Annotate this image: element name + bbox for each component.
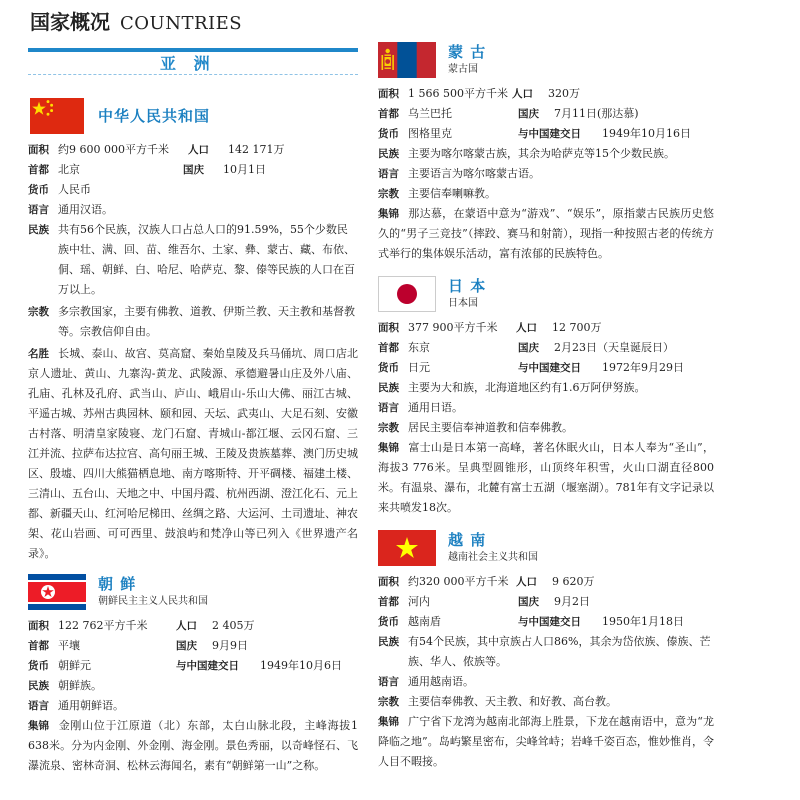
capital-row	[378, 338, 714, 358]
ethnic-row	[378, 632, 714, 672]
population-value: 142 171万	[228, 143, 285, 156]
country-name: 蒙 古	[448, 43, 487, 61]
religion-key: 宗教	[378, 188, 399, 200]
ethnic-value: 朝鲜族。	[58, 679, 102, 692]
religion-row	[378, 692, 714, 712]
relations-key: 与中国建交日	[518, 616, 581, 628]
area-key: 面积	[378, 576, 399, 588]
capital-row	[378, 592, 714, 612]
ethnic-value: 主要为大和族，北海道地区约有1.6万阿伊努族。	[408, 381, 646, 394]
country-full-name: 越南社会主义共和国	[448, 552, 538, 563]
language-row	[378, 164, 714, 184]
ethnic-value: 有54个民族，其中京族占人口86%，其余为岱依族、傣族、芒族、华人、侬族等。	[408, 635, 711, 668]
relations-value: 1972年9月29日	[602, 361, 684, 374]
highlights-key: 集锦	[378, 208, 399, 220]
vietnam-flag-icon	[378, 530, 436, 566]
highlights-row	[378, 712, 714, 772]
north-korea-flag-icon	[28, 574, 86, 610]
religion-key: 宗教	[378, 422, 399, 434]
relations-value: 1949年10月6日	[260, 659, 342, 672]
highlights-value: 富士山是日本第一高峰，著名休眠火山，日本人奉为“圣山”，海拔3 776米。呈典型圆锥形，山顶终年积雪，火山口湖直径8​00米。有温泉、瀑布，北麓有富士五湖（堰塞湖）。781年有文字记录以来共喷发18次。	[378, 441, 714, 514]
capital-value: 乌兰巴托	[408, 107, 452, 120]
area-row	[28, 140, 358, 160]
language-key: 语言	[378, 168, 399, 180]
religion-value: 主要信奉佛教、天主教、和好教、高台教。	[408, 695, 617, 708]
capital-value: 东京	[408, 341, 430, 354]
country-name: 中华人民共和国	[98, 107, 211, 125]
relations-key: 与中国建交日	[518, 128, 581, 140]
area-key: 面积	[28, 144, 49, 156]
population-key: 人口	[512, 88, 533, 100]
area-key: 面积	[378, 322, 399, 334]
country-header	[28, 572, 358, 612]
area-value: 约9 600 000平方千米	[58, 143, 169, 156]
currency-value: 越南盾	[408, 615, 441, 628]
language-row	[28, 696, 358, 716]
currency-row	[378, 358, 714, 378]
population-key: 人口	[516, 322, 537, 334]
currency-key: 货币	[28, 184, 49, 196]
area-key: 面积	[378, 88, 399, 100]
currency-row	[28, 656, 358, 676]
ethnic-row	[28, 676, 358, 696]
country-header	[28, 96, 358, 136]
language-key: 语言	[28, 700, 49, 712]
capital-row	[378, 104, 714, 124]
relations-value: 1949年10月16日	[602, 127, 691, 140]
ethnic-key: 民族	[28, 680, 49, 692]
capital-key: 首都	[378, 108, 399, 120]
capital-row	[28, 160, 358, 180]
language-value: 通用日语。	[408, 401, 463, 414]
language-key: 语言	[28, 204, 49, 216]
population-value: 320万	[548, 87, 580, 100]
right-column	[378, 40, 714, 778]
language-row	[28, 200, 358, 220]
highlights-row	[378, 204, 714, 264]
area-value: 约320 000平方千米	[408, 575, 509, 588]
country-header	[378, 274, 714, 314]
currency-value: 人民币	[58, 183, 91, 196]
religion-value: 居民主要信奉神道教和信奉佛教。	[408, 421, 573, 434]
currency-row	[28, 180, 358, 200]
area-value: 122 762平方千米	[58, 619, 148, 632]
area-value: 377 900平方千米	[408, 321, 498, 334]
capital-key: 首都	[378, 342, 399, 354]
sites-value: 长城、泰山、故宫、莫高窟、秦始皇陵及兵马俑坑、周口店北京人遗址、黄山、九寨沟-黄龙、武陵源、承德避暑山庄及外八庙、孔庙、孔林及孔府、武当山、庐山、峨眉山-乐山大佛、丽江古城、平遥古城、苏州古典园林、颐和园、天坛、武夷山、大足石刻、安徽古村落、明清皇家陵寝、龙门石窟、青城山-都江堰、云冈石窟、三江并流、拉萨布达拉宫、高句丽王城、王陵及贵族墓葬、澳门历史城区、殷墟、四川大熊猫栖息地、南方喀斯特、开平碉楼、福建土楼、三清山、五台山、天地之中、中国丹霞、杭州西湖、澄江化石、元上都、新疆天山、红河哈尼梯田、丝绸之路、大运河、土司遗址、神农架、花山岩画、可可西里、鼓浪屿和梵净山等已列入《世界遗产名录》。	[28, 347, 358, 560]
area-row	[378, 84, 714, 104]
relations-value: 1950年1月18日	[602, 615, 684, 628]
ethnic-value: 主要为喀尔喀蒙古族，其余为哈萨克等15个少数民族。	[408, 147, 675, 160]
currency-key: 货币	[378, 616, 399, 628]
region-label: 亚 洲	[160, 54, 216, 73]
population-value: 2 405万	[212, 619, 255, 632]
language-row	[378, 398, 714, 418]
area-row	[378, 318, 714, 338]
currency-value: 日元	[408, 361, 430, 374]
population-value: 12 700万	[552, 321, 602, 334]
currency-key: 货币	[378, 128, 399, 140]
religion-row	[378, 184, 714, 204]
page-title-en: COUNTRIES	[120, 13, 243, 34]
population-key: 人口	[188, 144, 209, 156]
language-value: 通用越南语。	[408, 675, 474, 688]
capital-value: 河内	[408, 595, 430, 608]
language-row	[378, 672, 714, 692]
capital-key: 首都	[28, 164, 49, 176]
country-name: 越 南	[448, 531, 487, 549]
highlights-value: 那达慕，在蒙语中意为“游戏”、“娱乐”，原指蒙古民族历史悠久的“男子三竞技”（摔跤、赛马和射箭），现指一种按照古老的传统方式举行的集体娱乐活动，富有浓郁的民族特色。	[378, 207, 714, 260]
left-column	[28, 44, 358, 782]
area-key: 面积	[28, 620, 49, 632]
area-row	[28, 616, 358, 636]
highlights-value: 金刚山位于江原道（北）东部，太白山脉北段，主峰海拔1 638米。分为内金刚、外金刚、海金刚。景色秀丽，以奇峰怪石、飞瀑流泉、密林奇洞、松林云海闻名，素有“朝鲜第一山”之称。	[28, 719, 358, 772]
sites-row	[28, 344, 358, 564]
country-name: 朝 鲜	[98, 575, 137, 593]
country-name: 日 本	[448, 277, 487, 295]
region-header	[28, 44, 358, 74]
highlights-key: 集锦	[28, 720, 49, 732]
currency-row	[378, 124, 714, 144]
japan-flag-icon	[378, 276, 436, 312]
ethnic-row	[378, 378, 714, 398]
country-japan	[378, 274, 714, 518]
capital-row	[28, 636, 358, 656]
relations-key: 与中国建交日	[518, 362, 581, 374]
national-day-key: 国庆	[518, 596, 539, 608]
country-vietnam	[378, 528, 714, 772]
religion-value: 多宗教国家，主要有佛教、道教、伊斯兰教、天主教和基督教等。宗教信仰自由。	[58, 305, 355, 338]
national-day-value: 9月9日	[212, 639, 248, 652]
relations-key: 与中国建交日	[176, 660, 239, 672]
national-day-value: 2月23日（天皇诞辰日）	[554, 341, 674, 354]
country-header	[378, 528, 714, 568]
ethnic-key: 民族	[378, 382, 399, 394]
area-value: 1 566 500平方千米	[408, 87, 508, 100]
country-china	[28, 96, 358, 564]
population-key: 人口	[516, 576, 537, 588]
language-value: 主要语言为喀尔喀蒙古语。	[408, 167, 540, 180]
region-bar	[28, 48, 358, 52]
religion-key: 宗教	[28, 306, 49, 318]
highlights-row	[28, 716, 358, 776]
area-row	[378, 572, 714, 592]
country-full-name: 日本国	[448, 298, 478, 309]
country-full-name: 朝鲜民主主义人民共和国	[98, 596, 208, 607]
currency-key: 货币	[28, 660, 49, 672]
highlights-key: 集锦	[378, 716, 399, 728]
national-day-key: 国庆	[518, 108, 539, 120]
page-title	[30, 8, 242, 38]
country-mongolia	[378, 40, 714, 264]
national-day-key: 国庆	[183, 164, 204, 176]
religion-key: 宗教	[378, 696, 399, 708]
currency-row	[378, 612, 714, 632]
national-day-key: 国庆	[518, 342, 539, 354]
language-value: 通用朝鲜语。	[58, 699, 124, 712]
population-key: 人口	[176, 620, 197, 632]
currency-value: 图格里克	[408, 127, 452, 140]
language-key: 语言	[378, 402, 399, 414]
religion-value: 主要信奉喇嘛教。	[408, 187, 496, 200]
capital-key: 首都	[378, 596, 399, 608]
currency-value: 朝鲜元	[58, 659, 91, 672]
religion-row	[378, 418, 714, 438]
mongolia-flag-icon	[378, 42, 436, 78]
country-full-name: 蒙古国	[448, 64, 478, 75]
ethnic-value: 共有56个民族，汉族人口占总人口的91.59%，55个少数民族中壮、满、回、苗、维吾尔、土家、彝、蒙古、藏、布依、侗、瑶、朝鲜、白、哈尼、哈萨克、黎、傣等民族的人口在百万以上。	[58, 223, 355, 296]
highlights-value: 广宁省下龙湾为越南北部海上胜景，下龙在越南语中，意为“龙降临之地”。岛屿繁星密布，尖峰耸峙；岩峰千姿百态，惟妙惟肖，令人目不暇接。	[378, 715, 714, 768]
capital-value: 平壤	[58, 639, 80, 652]
currency-key: 货币	[378, 362, 399, 374]
capital-value: 北京	[58, 163, 80, 176]
ethnic-row	[378, 144, 714, 164]
national-day-value: 10月1日	[223, 163, 266, 176]
population-value: 9 620万	[552, 575, 595, 588]
national-day-key: 国庆	[176, 640, 197, 652]
language-key: 语言	[378, 676, 399, 688]
country-header	[378, 40, 714, 80]
page-title-cn: 国家概况	[30, 10, 110, 34]
ethnic-key: 民族	[378, 148, 399, 160]
ethnic-row	[28, 220, 358, 300]
language-value: 通用汉语。	[58, 203, 113, 216]
capital-key: 首都	[28, 640, 49, 652]
china-flag-icon	[28, 98, 86, 134]
country-korea	[28, 572, 358, 776]
highlights-key: 集锦	[378, 442, 399, 454]
ethnic-key: 民族	[28, 224, 49, 236]
national-day-value: 9月2日	[554, 595, 590, 608]
ethnic-key: 民族	[378, 636, 399, 648]
sites-key: 名胜	[28, 348, 49, 360]
highlights-row	[378, 438, 714, 518]
religion-row	[28, 302, 358, 342]
region-divider	[28, 74, 358, 75]
national-day-value: 7月11日(那达慕)	[554, 107, 639, 120]
